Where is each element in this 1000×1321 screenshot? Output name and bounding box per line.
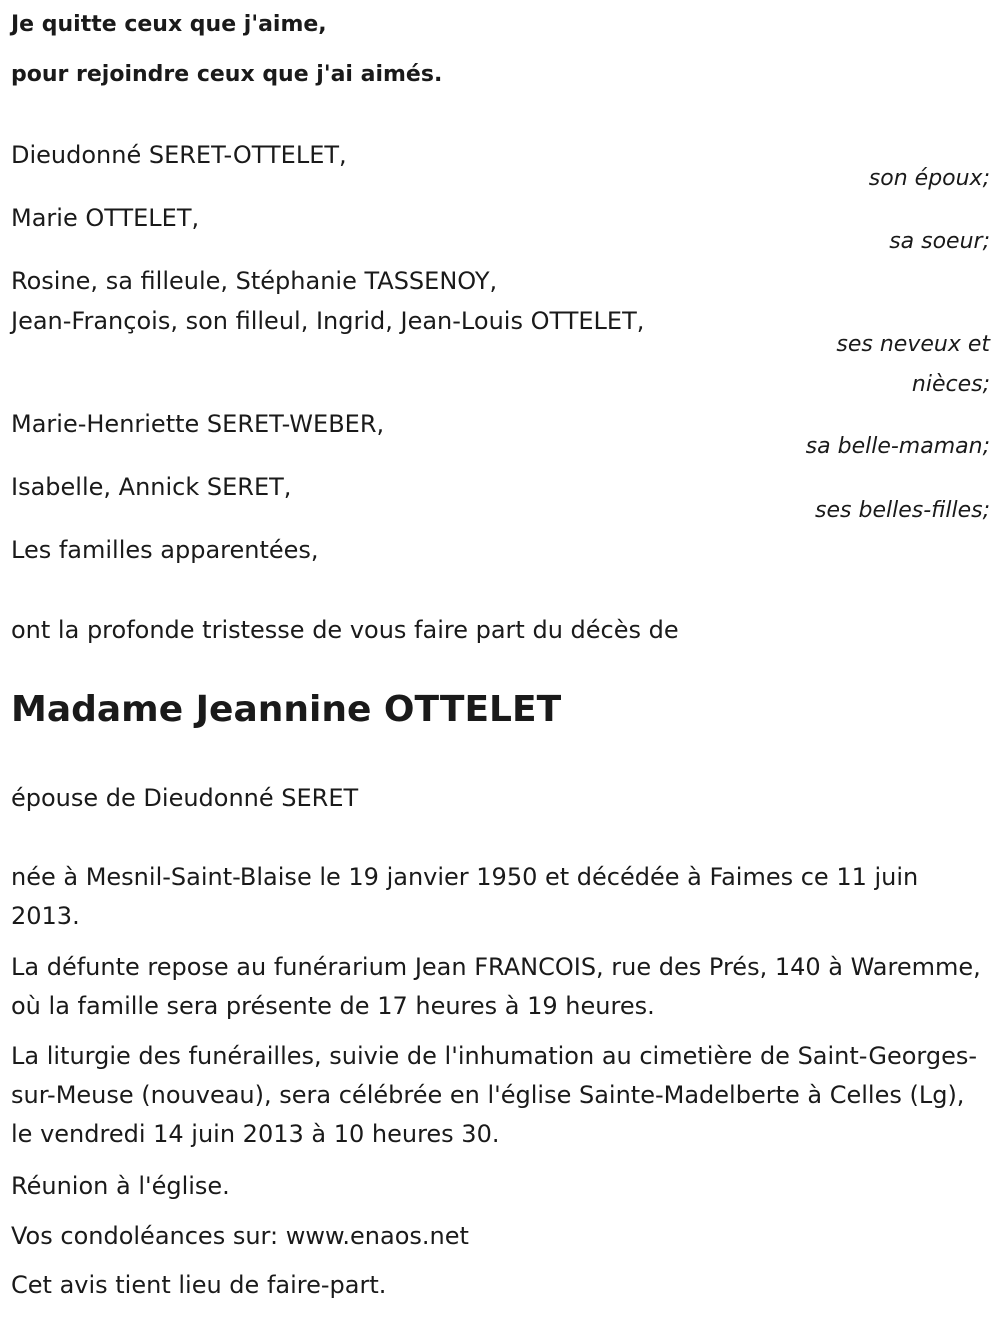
related-families: Les familles apparentées, xyxy=(11,536,319,564)
spouse-relation: son époux; xyxy=(868,166,990,191)
funeral-paragraph: La liturgie des funérailles, suivie de l'inhumation au cimetière de Saint-Georges-sur-Meuse (nouveau), sera célébrée en l'église Sainte-Madelberte à Celles (Lg), le vendredi 14 juin 2013 à 10 heures 30. xyxy=(11,1042,977,1148)
notice-paragraph: Cet avis tient lieu de faire-part. xyxy=(11,1271,387,1299)
mother-in-law-relation: sa belle-maman; xyxy=(805,434,990,459)
mother-in-law-name: Marie-Henriette SERET-WEBER, xyxy=(11,410,385,438)
sister-name: Marie OTTELET, xyxy=(11,204,200,232)
daughters-in-law-relation: ses belles-filles; xyxy=(815,498,990,523)
meeting-paragraph: Réunion à l'église. xyxy=(11,1172,230,1200)
nephews-line-2: Jean-François, son filleul, Ingrid, Jean-Louis OTTELET, xyxy=(11,307,645,335)
nephews-relation-line-2: nièces; xyxy=(911,372,990,397)
condolences-paragraph: Vos condoléances sur: www.enaos.net xyxy=(11,1222,469,1250)
spouse-name: Dieudonné SERET-OTTELET, xyxy=(11,141,347,169)
deceased-spouse-of: épouse de Dieudonné SERET xyxy=(11,784,359,812)
nephews-line-1: Rosine, sa filleule, Stéphanie TASSENOY, xyxy=(11,267,498,295)
epigraph-line-2: pour rejoindre ceux que j'ai aimés. xyxy=(11,62,443,87)
birth-death-paragraph: née à Mesnil-Saint-Blaise le 19 janvier 1950 et décédée à Faimes ce 11 juin 2013. xyxy=(11,863,919,930)
rest-paragraph: La défunte repose au funérarium Jean FRANCOIS, rue des Prés, 140 à Waremme, où la famille sera présente de 17 heures à 19 heures. xyxy=(11,953,981,1020)
daughters-in-law-name: Isabelle, Annick SERET, xyxy=(11,473,292,501)
deceased-name: Madame Jeannine OTTELET xyxy=(11,689,562,730)
sister-relation: sa soeur; xyxy=(889,229,990,254)
epigraph-line-1: Je quitte ceux que j'aime, xyxy=(11,12,327,37)
nephews-relation-line-1: ses neveux et xyxy=(836,332,990,357)
announcement-text: ont la profonde tristesse de vous faire part du décès de xyxy=(11,616,679,644)
